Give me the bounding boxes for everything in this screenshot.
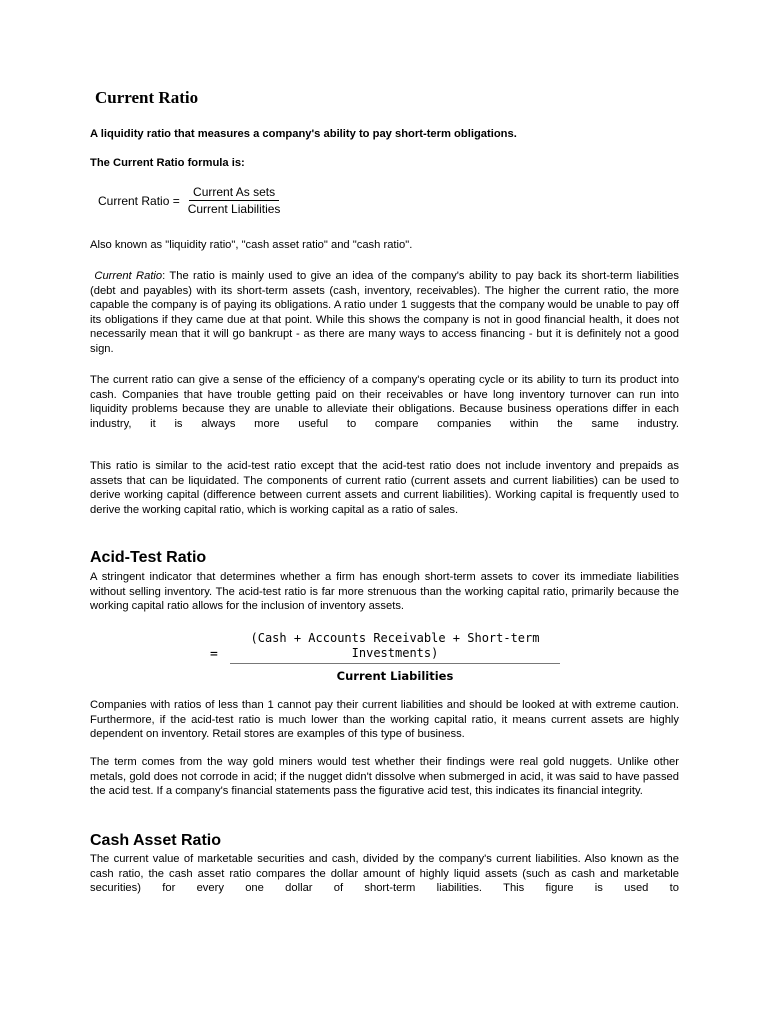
current-ratio-term: Current Ratio bbox=[94, 270, 163, 282]
current-ratio-paragraph-3: This ratio is similar to the acid-test ratio except that the acid-test ratio does not include inventory and prepaids as assets that can be liquidated. The components of current ratio (current assets and current liabilities) can be used to derive working capital (difference between current assets and current liabilities). Working capital is frequently used to derive the working capital ratio, which is working capital as a ratio of sales. bbox=[90, 460, 679, 516]
title-cash-asset-ratio: Cash Asset Ratio bbox=[90, 832, 221, 849]
acid-test-paragraph-1: Companies with ratios of less than 1 cannot pay their current liabilities and should be looked at with extreme caution. Furthermore, if the acid-test ratio is much lower than the working capital ratio, it means current assets are highly dependent on inventory. Retail stores are examples of this type of business. bbox=[90, 699, 679, 741]
acid-test-formula bbox=[210, 631, 560, 685]
also-known-as: Also known as "liquidity ratio", "cash asset ratio" and "cash ratio". bbox=[90, 239, 413, 251]
cash-asset-intro: The current value of marketable securities and cash, divided by the company's current liabilities. Also known as the cash ratio, the cash asset ratio compares the dollar amount of highly liquid assets (such as cash and marketable securities) for every one dollar of short-term liabilities. This figure is used to bbox=[90, 853, 679, 895]
formula-lhs: Current Ratio = bbox=[98, 193, 180, 208]
formula-numerator: Current As sets bbox=[189, 185, 279, 201]
formula-denominator: Current Liabilities bbox=[187, 202, 281, 216]
current-ratio-definition: A liquidity ratio that measures a company's ability to pay short-term obligations. bbox=[90, 128, 517, 140]
title-current-ratio: Current Ratio bbox=[95, 88, 199, 107]
acid-test-denominator: Current Liabilities bbox=[336, 669, 454, 683]
current-ratio-formula bbox=[98, 185, 284, 216]
acid-test-intro: A stringent indicator that determines whether a firm has enough short-term assets to cover its immediate liabilities without selling inventory. The acid-test ratio is far more strenuous than the working capital ratio, primarily because the working capital ratio allows for the inclusion of inventory assets. bbox=[90, 571, 679, 613]
acid-test-paragraph-2: The term comes from the way gold miners would test whether their findings were real gold nuggets. Unlike other metals, gold does not corrode in acid; if the nugget didn't dissolve when submerged in acid, it was said to have passed the acid test. If a company's financial statements pass the figurative acid test, this indicates its financial integrity. bbox=[90, 756, 679, 798]
current-ratio-paragraph-1 bbox=[90, 269, 679, 357]
current-ratio-paragraph-1-text: : The ratio is mainly used to give an idea of the company's ability to pay back its short-term liabilities (debt and payables) with its short-term assets (cash, inventory, receivables). The higher the current ratio, the more capable the company is of paying its obligations. A ratio under 1 suggests that the company would be unable to pay off its obligations if they came due at that point. While this shows the company is not in good financial health, it does not necessarily mean that it will go bankrupt - as there are many ways to access financing - but it is definitely not a good sign. bbox=[90, 270, 680, 355]
formula-equals: = bbox=[210, 647, 218, 662]
current-ratio-paragraph-2: The current ratio can give a sense of the efficiency of a company's operating cycle or its ability to turn its product into cash. Companies that have trouble getting paid on their receivables or have long inventory turnover can run into liquidity problems because they are unable to alleviate their obligations. Because business operations differ in each industry, it is always more useful to compare companies within the same industry. bbox=[90, 374, 679, 430]
numerator-line-1: (Cash + Accounts Receivable + Short-term bbox=[250, 631, 540, 645]
acid-test-numerator bbox=[230, 631, 560, 664]
formula-fraction bbox=[184, 185, 285, 216]
numerator-line-2: Investments) bbox=[351, 646, 439, 660]
title-acid-test-ratio: Acid-Test Ratio bbox=[90, 549, 207, 566]
formula-intro: The Current Ratio formula is: bbox=[90, 157, 245, 169]
